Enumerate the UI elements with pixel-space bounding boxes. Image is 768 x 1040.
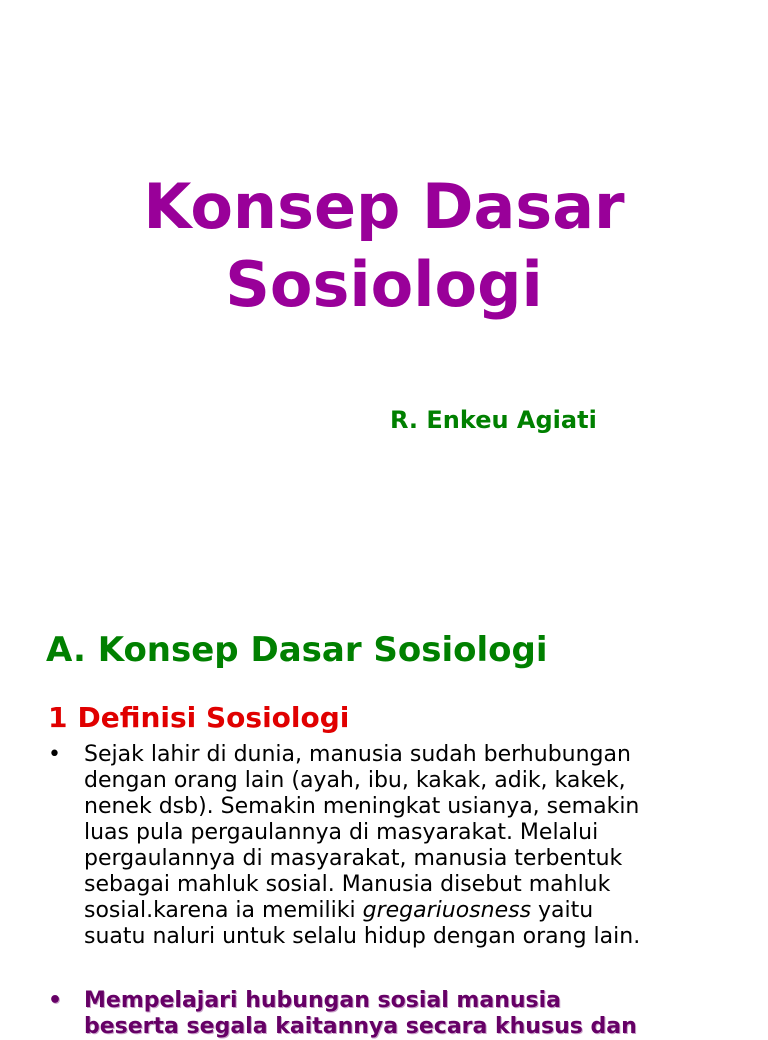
bullet-list	[48, 742, 718, 1040]
author-name: R. Enkeu Agiati	[390, 406, 597, 434]
bullet-item-1	[48, 742, 718, 950]
subsection-heading	[48, 700, 349, 736]
bullet-1-line-3: nenek dsb). Semakin meningkat usianya, semakin	[84, 794, 640, 819]
bullet-item-2	[48, 988, 718, 1040]
bullet-1-line-7	[84, 898, 718, 924]
bullet-icon: •	[48, 742, 61, 767]
slide-title	[0, 168, 768, 324]
bullet-1-line-6: sebagai mahluk sosial. Manusia disebut mahluk	[84, 872, 611, 897]
bullet-1-line-8: suatu naluri untuk selalu hidup dengan orang lain.	[84, 924, 641, 949]
bullet-1-term: gregariuosness	[362, 898, 532, 923]
bullet-1-line-1: Sejak lahir di dunia, manusia sudah berhubungan	[84, 742, 631, 767]
subsection-number: 1	[48, 701, 68, 734]
bullet-icon: •	[48, 988, 63, 1013]
title-line-2: Sosiologi	[225, 248, 543, 321]
bullet-2-line-1: Mempelajari hubungan sosial manusia	[84, 988, 562, 1013]
bullet-1-line-4: luas pula pergaulannya di masyarakat. Melalui	[84, 820, 599, 845]
bullet-1-line-7-start: sosial.karena ia memiliki	[84, 898, 363, 923]
bullet-2-line-2: beserta segala kaitannya secara khusus dan	[84, 1014, 637, 1039]
bullet-1-line-5: pergaulannya di masyarakat, manusia terbentuk	[84, 846, 623, 871]
bullet-1-line-7-end: yaitu	[531, 898, 594, 923]
section-heading: A. Konsep Dasar Sosiologi	[46, 630, 548, 670]
title-line-1: Konsep Dasar	[143, 170, 625, 243]
content-slide	[0, 580, 768, 1039]
bullet-1-line-2: dengan orang lain (ayah, ibu, kakak, adik, kakek,	[84, 768, 626, 793]
subsection-title: Definisi Sosiologi	[77, 701, 350, 734]
